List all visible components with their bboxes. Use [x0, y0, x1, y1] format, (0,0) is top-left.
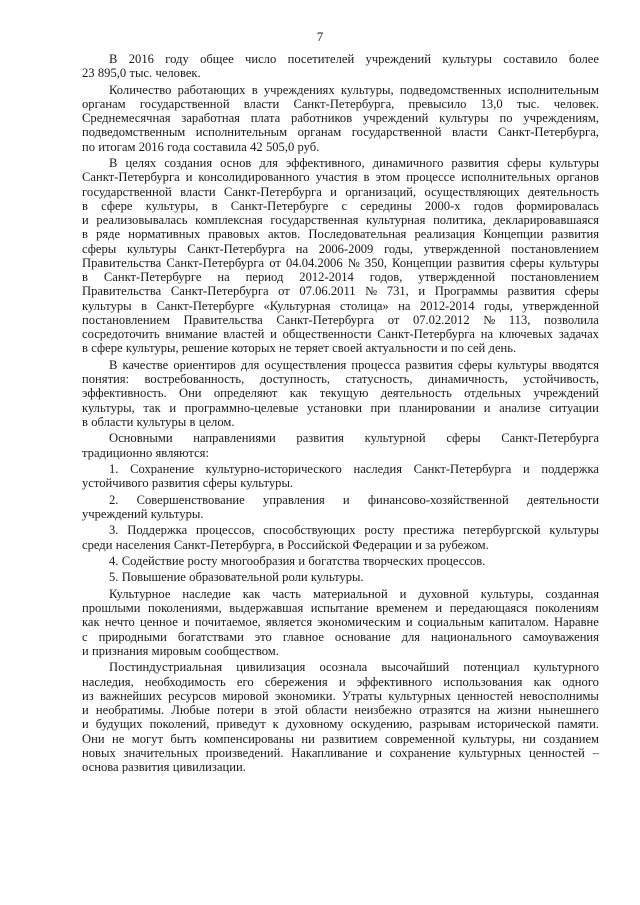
text-line: Санкт-Петербурга и консолидированного участия в этом процессе исполнительных органов	[82, 170, 599, 185]
text-line: по итогам 2016 года составила 42 505,0 руб.	[82, 139, 320, 154]
paragraph	[82, 587, 599, 658]
text-line: государственной власти Санкт-Петербурга и организаций, осуществляющих деятельность	[82, 184, 599, 199]
text-line: В 2016 году общее число посетителей учреждений культуры составило более	[109, 52, 599, 66]
text-line: понятия: востребованность, доступность, статусность, динамичность, устойчивость,	[82, 372, 599, 387]
text-line: В качестве ориентиров для осуществления процесса развития сферы культуры вводятся	[109, 357, 599, 372]
text-line: среди населения Санкт-Петербурга, в Российской Федерации и за рубежом.	[82, 537, 489, 552]
text-line: устойчивого развития сферы культуры.	[82, 476, 294, 491]
text-line: учреждений культуры.	[82, 506, 204, 521]
paragraph	[82, 523, 599, 552]
paragraph	[82, 570, 599, 584]
text-line: 4. Содействие росту многообразия и богатства творческих процессов.	[109, 554, 486, 568]
text-line: Количество работающих в учреждениях культуры, подведомственных исполнительным	[109, 82, 599, 97]
text-line: Правительства Санкт-Петербурга от 07.06.2011 № 731, и Программы развития сферы	[82, 284, 599, 299]
paragraph	[82, 554, 599, 568]
text-line: Постиндустриальная цивилизация осознала высочайший потенциал культурного	[109, 660, 599, 675]
text-line: культуры в Санкт-Петербурге «Культурная столица» на 2012-2014 годы, утвержденной	[82, 298, 599, 313]
paragraph	[82, 358, 599, 429]
text-line: 3. Поддержка процессов, способствующих росту престижа петербургской культуры	[109, 523, 599, 538]
paragraph	[82, 493, 599, 522]
paragraph	[82, 52, 599, 81]
text-line: и признания мировым сообществом.	[82, 643, 279, 658]
text-line: Среднемесячная заработная плата работников учреждений культуры по учреждениям,	[82, 111, 599, 126]
text-line: из важнейших ресурсов мировой экономики. Утраты культурных ценностей невосполнимы	[82, 688, 599, 703]
text-line: В целях создания основ для эффективного, динамичного развития сферы культуры	[109, 156, 599, 171]
text-line: с природными богатствами это главное основание для национального самоуважения	[82, 629, 599, 644]
text-line: в сфере культуры, решение которых не теряет своей актуальности и по сей день.	[82, 341, 517, 356]
text-line: в области культуры в целом.	[82, 414, 235, 429]
text-line: в сфере культуры, в Санкт-Петербурге с середины 2000-х годов формировалась	[82, 198, 599, 213]
text-line: как нечто ценное и почитаемое, является экономическим и социальным капиталом. Наравне	[82, 615, 599, 630]
document-body	[82, 52, 599, 777]
text-line: основа развития цивилизации.	[82, 760, 246, 775]
paragraph	[82, 660, 599, 774]
text-line: 2. Совершенствование управления и финансово-хозяйственной деятельности	[109, 492, 599, 507]
text-line: 5. Повышение образовательной роли культуры.	[109, 570, 364, 585]
text-line: постановлением Правительства Санкт-Петербурга от 07.02.2012 № 113, позволила	[82, 312, 599, 327]
text-line: традиционно являются:	[82, 445, 209, 460]
text-line: подведомственным исполнительным органам государственной власти Санкт-Петербурга,	[82, 125, 599, 140]
text-line: прошлыми поколениями, выдержавшая испытание временем и передающаяся поколениям	[82, 601, 599, 616]
text-line: и необратимы. Любые потери в этой области неизбежно отразятся на жизни нынешнего	[82, 703, 599, 718]
text-line: в ряде нормативных правовых актов. Последовательная реализация Концепции развития	[82, 227, 599, 242]
text-line: органам государственной власти Санкт-Петербурга, превысило 13,0 тыс. человек.	[82, 96, 599, 111]
paragraph	[82, 156, 599, 356]
text-line: и реализовывалась комплексная государственная культурная политика, декларировавшаяся	[82, 213, 599, 228]
text-line: Они не могут быть компенсированы ни развитием современной культуры, ни созданием	[82, 731, 599, 746]
text-line: Правительства Санкт-Петербурга от 04.04.2006 № 350, Концепции развития сферы культуры	[82, 255, 599, 270]
text-line: Основными направлениями развития культурной сферы Санкт-Петербурга	[109, 431, 599, 446]
text-line: и будущих поколений, приведут к духовному оскудению, разрывам исторической памяти.	[82, 717, 599, 732]
text-line: культуры, так и программно-целевые установки при планировании и анализе ситуации	[82, 400, 599, 415]
text-line: сосредоточить внимание властей и общественности Санкт-Петербурга на ключевых задачах	[82, 327, 599, 342]
text-line: в Санкт-Петербурге на период 2012-2014 годов, утвержденной постановлением	[82, 270, 599, 285]
text-line: новых значительных произведений. Накапливание и сохранение культурных ценностей –	[82, 745, 599, 760]
page-number: 7	[316, 29, 324, 44]
paragraph	[82, 431, 599, 460]
paragraph	[82, 462, 599, 491]
text-line: 23 895,0 тыс. человек.	[82, 66, 201, 81]
text-line: Культурное наследие как часть материальной и духовной культуры, созданная	[109, 586, 599, 601]
paragraph	[82, 83, 599, 154]
text-line: сферы культуры Санкт-Петербурга на 2006-2009 годы, утвержденной постановлением	[82, 241, 599, 256]
text-line: эффективность. Они определяют как текущую деятельность отдельных учреждений	[82, 386, 599, 401]
text-line: наследия, необходимость его сбережения и эффективного использования как одного	[82, 674, 599, 689]
text-line: 1. Сохранение культурно-исторического наследия Санкт-Петербурга и поддержка	[109, 461, 599, 476]
